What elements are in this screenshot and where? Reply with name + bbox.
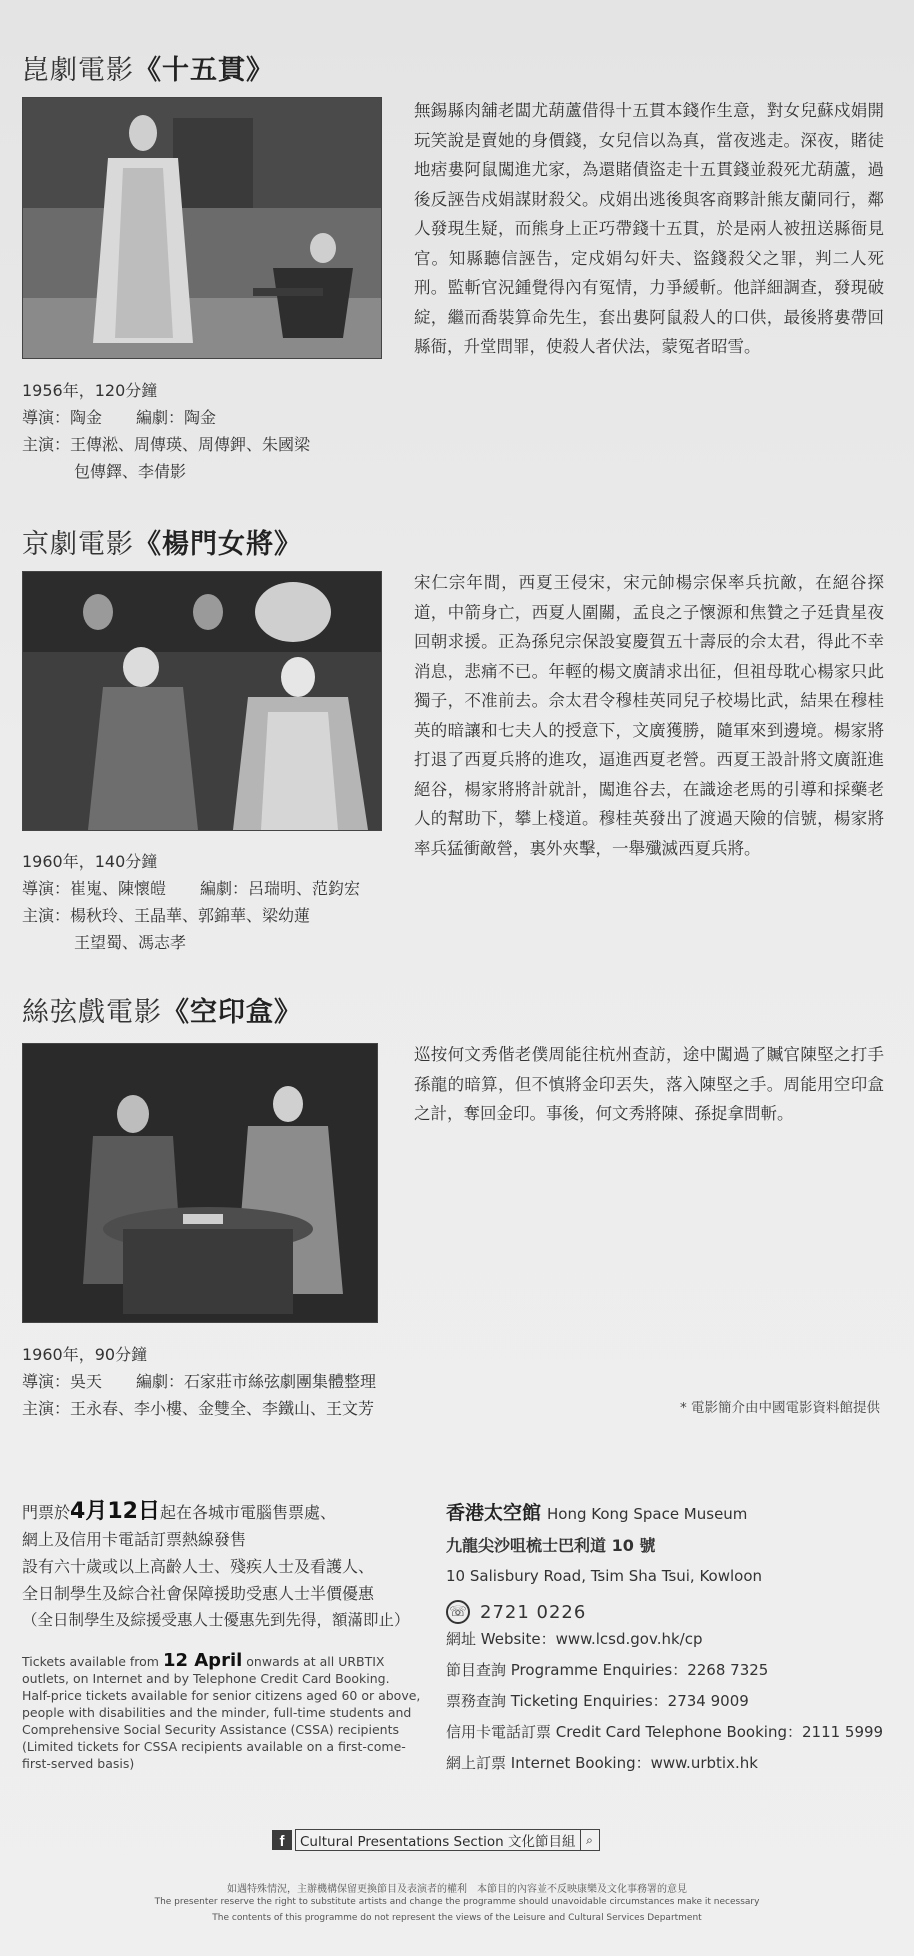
film-2-title: 《楊門女將》 <box>134 529 302 560</box>
ticket-zh-line4: 全日制學生及綜合社會保障援助受惠人士半價優惠 <box>22 1584 375 1603</box>
film-1-heading <box>22 48 274 87</box>
film-1-synopsis: 無錫縣肉舖老闆尤葫蘆借得十五貫本錢作生意，對女兒蘇戍娟開玩笑說是賣她的身價錢，女兒信以為真，當夜逃走。深夜，賭徒地痞婁阿鼠闖進尤家，為還賭債盜走十五貫錢並殺死尤葫蘆，過後反誣告戍娟謀財殺父。戍娟出逃後與客商夥計熊友蘭同行，鄰人發現生疑，而熊身上正巧帶錢十五貫，於是兩人被扭送縣衙見官。知縣聽信誣告，定戍娟勾奸夫、盜錢殺父之罪，判二人死刑。監斬官況鍾覺得內有冤情，力爭緩斬。他詳細調查，發現破綻，繼而喬裝算命先生，套出婁阿鼠殺人的口供，最後將婁帶回縣衙，升堂問罪，使殺人者伏法，蒙冤者昭雪。 <box>414 101 884 356</box>
venue-info <box>446 1498 886 1779</box>
search-icon: ⌕ <box>581 1829 600 1851</box>
film-2-credits <box>22 848 360 956</box>
film-1-year-runtime: 1956年，120分鐘 <box>22 381 158 400</box>
film-1-writer: 編劇：陶金 <box>136 408 217 427</box>
internet-booking-link[interactable]: 網上訂票 Internet Booking：www.urbtix.hk <box>446 1754 758 1772</box>
film-3-still-photo <box>22 1043 378 1323</box>
venue-name-en: Hong Kong Space Museum <box>547 1505 748 1523</box>
ticket-en-line3: (Limited tickets for CSSA recipients available on a first-come-first-served basis) <box>22 1739 406 1771</box>
film-3-heading <box>22 990 302 1029</box>
facebook-icon: f <box>272 1830 292 1850</box>
film-3-director: 導演：吳天 <box>22 1372 103 1391</box>
film-3-genre: 絲弦戲電影 <box>22 997 162 1028</box>
footer-disclaimer-zh: 如遇特殊情況，主辦機構保留更換節目及表演者的權利 本節目的內容並不反映康樂及文化事務署的意見 <box>227 1884 687 1895</box>
film-2-synopsis: 宋仁宗年間，西夏王侵宋，宋元帥楊宗保率兵抗敵，在絕谷探道，中箭身亡，西夏人圍關，孟良之子懷源和焦贊之子廷貴星夜回朝求援。正為孫兒宗保設宴慶賀五十壽辰的佘太君，得此不幸消息，悲痛不已。年輕的楊文廣請求出征，但祖母耽心楊家只此獨子，不准前去。佘太君令穆桂英同兒子校場比武，結果在穆桂英的暗讓和七夫人的授意下，文廣獲勝，隨軍來到邊境。楊家將打退了西夏兵將的進攻，逼進西夏老營。西夏王設計將文廣誑進絕谷，楊家將將計就計，闖進谷去，在識途老馬的引導和採藥老人的幫助下，攀上棧道。穆桂英發出了渡過天險的信號，楊家將率兵猛衝敵營，裏外夾擊，一舉殲滅西夏兵將。 <box>414 573 884 858</box>
ticket-zh-line3: 設有六十歲或以上高齡人士、殘疾人士及看護人、 <box>22 1557 375 1576</box>
venue-phone <box>446 1600 886 1624</box>
footer-disclaimer-en-1: The presenter reserve the right to substitute artists and change the programme should unavoidable circumstances make it necessary <box>154 1897 760 1907</box>
film-3-writer: 編劇：石家莊市絲弦劇團集體整理 <box>136 1372 377 1391</box>
film-1-cast-cont: 包傳鐸、李倩影 <box>74 462 187 481</box>
ticket-zh-date: 4月12日 <box>70 1499 160 1524</box>
synopsis-source-note: * 電影簡介由中國電影資料館提供 <box>679 1400 880 1416</box>
film-3-year-runtime: 1960年，90分鐘 <box>22 1345 148 1364</box>
venue-phone-number: 2721 0226 <box>480 1601 587 1623</box>
film-1-director: 導演：陶金 <box>22 408 103 427</box>
film-3-cast: 主演：王永春、李小樓、金雙全、李鐵山、王文芳 <box>22 1399 375 1418</box>
film-2-genre: 京劇電影 <box>22 529 134 560</box>
ticket-zh-line5: （全日制學生及綜援受惠人士優惠先到先得，額滿即止） <box>22 1611 410 1629</box>
ticket-en-pre: Tickets available from <box>22 1654 159 1669</box>
film-1-title: 《十五貫》 <box>134 55 274 86</box>
film-2-director: 導演：崔嵬、陳懷皚 <box>22 879 167 898</box>
film-1-still-photo <box>22 97 382 359</box>
ticket-info-en <box>22 1652 422 1772</box>
footer-disclaimer-en-2: The contents of this programme do not represent the views of the Leisure and Cultural Services Department <box>212 1913 702 1923</box>
credit-card-booking: 信用卡電話訂票 Credit Card Telephone Booking：2111 5999 <box>446 1723 884 1741</box>
film-1-cast: 主演：王傳淞、周傳瑛、周傳鉀、朱國梁 <box>22 435 311 454</box>
venue-name-zh: 香港太空館 <box>446 1502 542 1524</box>
film-2-cast-cont: 王望蜀、馮志孝 <box>74 933 187 952</box>
facebook-page-label: Cultural Presentations Section 文化節目組 <box>295 1829 581 1851</box>
venue-website-link[interactable]: 網址 Website：www.lcsd.gov.hk/cp <box>446 1630 703 1648</box>
ticket-info-zh <box>22 1498 422 1634</box>
film-2-cast: 主演：楊秋玲、王晶華、郭錦華、梁幼蓮 <box>22 906 311 925</box>
ticket-zh-line2: 網上及信用卡電話訂票熱線發售 <box>22 1530 247 1549</box>
venue-address-zh: 九龍尖沙咀梳士巴利道 10 號 <box>446 1536 656 1555</box>
ticket-en-date: 12 April <box>162 1650 243 1671</box>
ticket-en-post: onwards at all URBTIX outlets, on Internet and by Telephone Credit Card Booking. <box>22 1654 390 1686</box>
facebook-search-bar[interactable] <box>272 1829 600 1851</box>
film-2-year-runtime: 1960年，140分鐘 <box>22 852 158 871</box>
venue-address-en: 10 Salisbury Road, Tsim Sha Tsui, Kowloon <box>446 1567 763 1585</box>
film-2-writer: 編劇：呂瑞明、范鈞宏 <box>200 879 361 898</box>
film-1-credits <box>22 377 310 485</box>
ticket-en-line2: Half-price tickets available for senior citizens aged 60 or above, people with disabilities and the minder, full-time students and Comprehensive Social Security Assistance (CSSA) recipients <box>22 1688 421 1737</box>
phone-icon: ☏ <box>446 1600 470 1624</box>
film-3-credits <box>22 1341 376 1422</box>
film-2-still-photo <box>22 571 382 831</box>
ticket-zh-pre: 門票於 <box>22 1503 71 1522</box>
ticket-zh-post: 起在各城市電腦售票處、 <box>159 1503 336 1522</box>
film-2-heading <box>22 522 302 561</box>
ticketing-enquiries: 票務查詢 Ticketing Enquiries：2734 9009 <box>446 1692 749 1710</box>
film-3-title: 《空印盒》 <box>162 997 302 1028</box>
programme-enquiries: 節目查詢 Programme Enquiries：2268 7325 <box>446 1661 769 1679</box>
film-3-synopsis: 巡按何文秀偕老僕周能往杭州查訪，途中闖過了贓官陳堅之打手孫龍的暗算，但不慎將金印丟失，落入陳堅之手。周能用空印盒之計，奪回金印。事後，何文秀將陳、孫捉拿問斬。 <box>414 1045 884 1123</box>
film-1-genre: 崑劇電影 <box>22 55 134 86</box>
